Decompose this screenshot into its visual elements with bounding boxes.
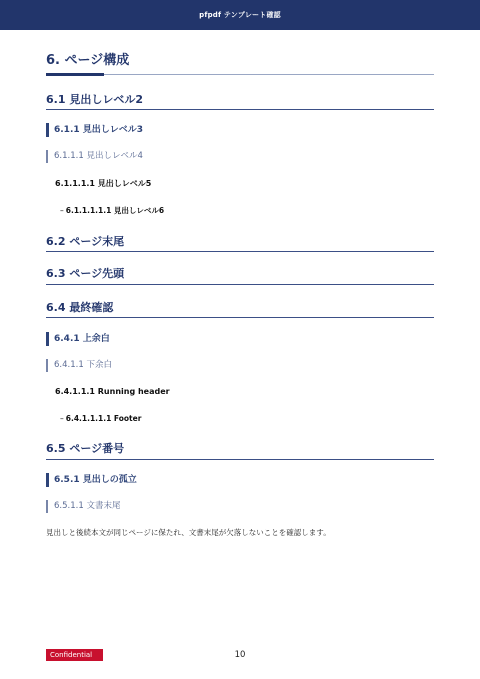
level6-marker: – <box>60 414 64 423</box>
section-heading-6-3: 6.3 ページ先頭 <box>46 267 125 280</box>
section-heading-6-1: 6.1 見出しレベル2 <box>46 93 143 106</box>
level5-heading-6-4-1-1-1: 6.4.1.1.1 Running header <box>55 387 170 396</box>
running-header-title: pfpdf テンプレート確認 <box>199 11 281 19</box>
section-heading-rule <box>46 251 434 252</box>
subsection-heading-6-5-1: 6.5.1 見出しの孤立 <box>46 473 137 487</box>
page-number: 10 <box>234 650 246 660</box>
level5-heading-6-1-1-1-1: 6.1.1.1.1 見出しレベル5 <box>55 179 152 188</box>
level6-heading-text: 6.4.1.1.1.1 Footer <box>65 414 142 423</box>
level6-heading-6-1-1-1-1-1 <box>60 205 164 217</box>
section-heading-rule <box>46 459 434 460</box>
section-heading-rule <box>46 284 434 285</box>
section-heading-6-5: 6.5 ページ番号 <box>46 442 125 455</box>
section-heading-6-4: 6.4 最終確認 <box>46 301 114 314</box>
level6-marker: – <box>60 206 64 215</box>
running-header <box>0 0 480 30</box>
subsubsection-heading-6-4-1-1: 6.4.1.1 下余白 <box>46 359 112 372</box>
subsubsection-heading-6-1-1-1: 6.1.1.1 見出しレベル4 <box>46 150 143 163</box>
level6-heading-text: 6.1.1.1.1.1 見出しレベル6 <box>65 206 165 215</box>
subsection-heading-6-1-1: 6.1.1 見出しレベル3 <box>46 123 143 137</box>
level6-heading-6-4-1-1-1-1 <box>60 413 141 425</box>
confidential-badge: Confidential <box>46 649 103 661</box>
section-heading-rule <box>46 109 434 110</box>
chapter-heading: 6. ページ構成 <box>46 53 130 68</box>
section-heading-rule <box>46 317 434 318</box>
subsection-heading-6-4-1: 6.4.1 上余白 <box>46 332 110 346</box>
section-heading-6-2: 6.2 ページ末尾 <box>46 235 125 248</box>
chapter-heading-rule <box>46 74 434 75</box>
subsubsection-heading-6-5-1-1: 6.5.1.1 文書末尾 <box>46 500 120 513</box>
body-paragraph: 見出しと後続本文が同じページに保たれ、文書末尾が欠落しないことを確認します。 <box>46 528 331 537</box>
chapter-heading-accent <box>46 73 104 76</box>
